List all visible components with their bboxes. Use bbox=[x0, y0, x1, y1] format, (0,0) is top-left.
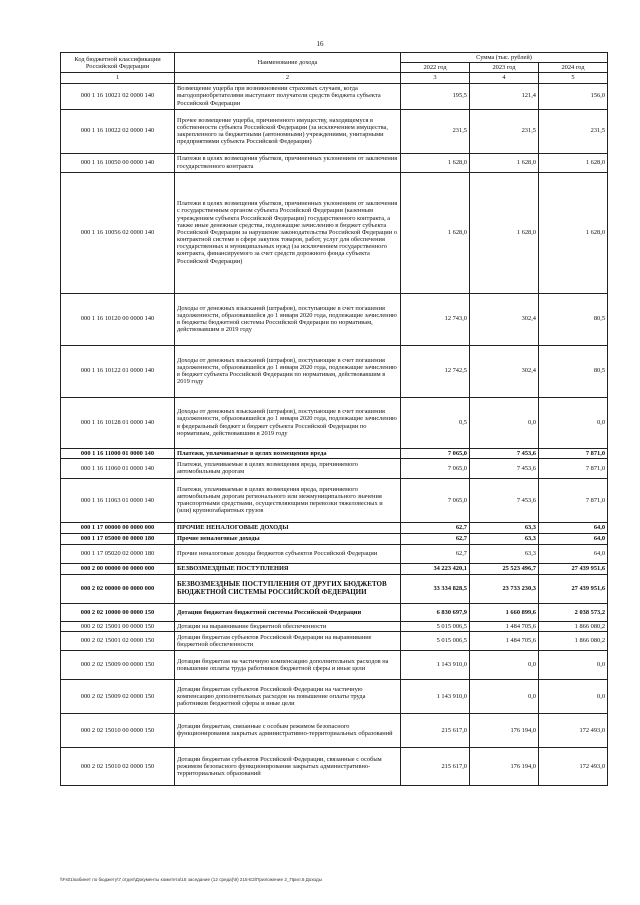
row-code: 000 1 17 05000 00 0000 180 bbox=[61, 533, 175, 544]
row-value-2024: 64,0 bbox=[539, 522, 608, 533]
row-name: Платежи в целях возмещения убытков, причиненных уклонением от заключения государственного контракта bbox=[175, 153, 401, 172]
row-name: Прочие неналоговые доходы бюджетов субъектов Российской Федерации bbox=[175, 544, 401, 563]
table-row bbox=[61, 747, 608, 785]
row-code: 000 2 02 15009 00 0000 150 bbox=[61, 650, 175, 679]
row-value-2022: 6 830 697,9 bbox=[401, 603, 470, 621]
file-path-footer: \\Fs01\кабинет по бюджету\7 отдел\Документы комитета\15 заседание (12 среда)\9) 215-ЕЗ\Приложение 2_Прил.5 Доходы bbox=[60, 877, 322, 882]
row-code: 000 2 02 15009 02 0000 150 bbox=[61, 679, 175, 713]
row-code: 000 1 17 00000 00 0000 000 bbox=[61, 522, 175, 533]
row-value-2024: 1 866 080,2 bbox=[539, 631, 608, 650]
table-row bbox=[61, 650, 608, 679]
row-name: Дотации бюджетам субъектов Российской Федерации, связанные с особым режимом безопасного функционирования закрытых административно-территориальных образований bbox=[175, 747, 401, 785]
row-code: 000 2 02 15010 00 0000 150 bbox=[61, 713, 175, 747]
row-value-2023: 1 628,0 bbox=[470, 172, 539, 293]
row-value-2024: 172 493,0 bbox=[539, 747, 608, 785]
row-code: 000 1 16 11063 01 0000 140 bbox=[61, 478, 175, 522]
row-value-2022: 231,5 bbox=[401, 109, 470, 153]
row-code: 000 1 16 10022 02 0000 140 bbox=[61, 109, 175, 153]
row-value-2022: 215 617,0 bbox=[401, 713, 470, 747]
row-code: 000 1 16 10021 02 0000 140 bbox=[61, 83, 175, 109]
row-value-2023: 231,5 bbox=[470, 109, 539, 153]
row-value-2022: 195,5 bbox=[401, 83, 470, 109]
row-value-2023: 1 484 705,6 bbox=[470, 631, 539, 650]
table-row bbox=[61, 574, 608, 603]
table-row bbox=[61, 679, 608, 713]
row-value-2024: 64,0 bbox=[539, 544, 608, 563]
table-row bbox=[61, 172, 608, 293]
row-value-2023: 1 628,0 bbox=[470, 153, 539, 172]
row-code: 000 1 16 10122 01 0000 140 bbox=[61, 345, 175, 397]
row-code: 000 2 00 00000 00 0000 000 bbox=[61, 563, 175, 574]
row-code: 000 2 02 10000 00 0000 150 bbox=[61, 603, 175, 621]
table-row bbox=[61, 522, 608, 533]
row-value-2024: 0,0 bbox=[539, 650, 608, 679]
row-value-2022: 62,7 bbox=[401, 544, 470, 563]
row-value-2023: 121,4 bbox=[470, 83, 539, 109]
row-code: 000 1 17 05020 02 0000 180 bbox=[61, 544, 175, 563]
table-row bbox=[61, 563, 608, 574]
row-name: Дотации бюджетам на частичную компенсацию дополнительных расходов на повышение оплаты труда работников бюджетной сферы и иные цели bbox=[175, 650, 401, 679]
row-name: Платежи, уплачиваемые в целях возмещения вреда, причиняемого автомобильным дорогам bbox=[175, 458, 401, 478]
row-value-2022: 1 628,0 bbox=[401, 172, 470, 293]
row-name: Дотации на выравнивание бюджетной обеспеченности bbox=[175, 621, 401, 631]
table-row bbox=[61, 544, 608, 563]
row-value-2024: 2 038 573,2 bbox=[539, 603, 608, 621]
header-year-2023: 2023 год bbox=[470, 63, 539, 73]
row-value-2023: 302,4 bbox=[470, 293, 539, 345]
row-value-2023: 1 484 705,6 bbox=[470, 621, 539, 631]
table-row bbox=[61, 397, 608, 448]
row-name: ПРОЧИЕ НЕНАЛОГОВЫЕ ДОХОДЫ bbox=[175, 522, 401, 533]
row-value-2024: 27 439 951,6 bbox=[539, 574, 608, 603]
header-year-2024: 2024 год bbox=[539, 63, 608, 73]
row-name: Прочее возмещение ущерба, причиненного имуществу, находящемуся в собственности субъекта Российской Федерации (за исключением имущества, закрепленного за бюджетными (автономными) учреждениями, унитарными предприятиями субъекта Российской Федерации) bbox=[175, 109, 401, 153]
row-value-2022: 34 223 420,1 bbox=[401, 563, 470, 574]
table-body bbox=[61, 83, 608, 785]
row-value-2023: 63,3 bbox=[470, 544, 539, 563]
table-row bbox=[61, 478, 608, 522]
row-value-2023: 0,0 bbox=[470, 397, 539, 448]
header-sum: Сумма (тыс. рублей) bbox=[401, 53, 608, 63]
row-value-2022: 12 742,5 bbox=[401, 345, 470, 397]
row-name: Платежи, уплачиваемые в целях возмещения вреда bbox=[175, 448, 401, 458]
table-row bbox=[61, 293, 608, 345]
row-value-2024: 7 871,0 bbox=[539, 478, 608, 522]
row-name: Дотации бюджетам субъектов Российской Федерации на частичную компенсацию дополнительных расходов на повышение оплаты труда работников бюджетной сферы и иные цели bbox=[175, 679, 401, 713]
row-value-2023: 7 453,6 bbox=[470, 448, 539, 458]
row-name: Доходы от денежных взысканий (штрафов), поступающие в счет погашения задолженности, образовавшейся до 1 января 2020 года, подлежащие зачислению в бюджеты бюджетной системы Российской Федерации по нормативам, действовавшим в 2019 году bbox=[175, 293, 401, 345]
col-number: 5 bbox=[539, 73, 608, 83]
row-value-2024: 1 866 080,2 bbox=[539, 621, 608, 631]
row-value-2023: 176 194,0 bbox=[470, 713, 539, 747]
row-value-2024: 0,0 bbox=[539, 397, 608, 448]
row-value-2023: 176 194,0 bbox=[470, 747, 539, 785]
row-value-2022: 0,5 bbox=[401, 397, 470, 448]
header-code: Код бюджетной классификации Российской Федерации bbox=[61, 53, 175, 73]
row-value-2022: 215 617,0 bbox=[401, 747, 470, 785]
row-code: 000 1 16 10120 00 0000 140 bbox=[61, 293, 175, 345]
row-value-2022: 1 143 910,0 bbox=[401, 650, 470, 679]
col-number: 3 bbox=[401, 73, 470, 83]
row-name: Дотации бюджетам субъектов Российской Федерации на выравнивание бюджетной обеспеченности bbox=[175, 631, 401, 650]
row-code: 000 2 02 15010 02 0000 150 bbox=[61, 747, 175, 785]
table-row bbox=[61, 533, 608, 544]
row-value-2024: 80,5 bbox=[539, 293, 608, 345]
table-row bbox=[61, 603, 608, 621]
table-row bbox=[61, 83, 608, 109]
table-row bbox=[61, 458, 608, 478]
row-value-2023: 302,4 bbox=[470, 345, 539, 397]
col-number: 2 bbox=[175, 73, 401, 83]
row-name: Прочие неналоговые доходы bbox=[175, 533, 401, 544]
table-row bbox=[61, 345, 608, 397]
row-value-2024: 7 871,0 bbox=[539, 458, 608, 478]
row-value-2024: 27 439 951,6 bbox=[539, 563, 608, 574]
row-value-2024: 1 628,0 bbox=[539, 153, 608, 172]
row-value-2024: 7 871,0 bbox=[539, 448, 608, 458]
header-year-2022: 2022 год bbox=[401, 63, 470, 73]
row-value-2023: 7 453,6 bbox=[470, 478, 539, 522]
row-name: Платежи в целях возмещения убытков, причиненных уклонением от заключения с государственным органом субъекта Российской Федерации (казенным учреждением субъекта Российской Федерации) государственного контракта, а также иные денежные средства, подлежащие зачислению в бюджет субъекта Российской Федерации за нарушение законодательства Российской Федерации о контрактной системе в сфере закупок товаров, работ, услуг для обеспечения государственных и муниципальных нужд (за исключением государственного контракта, финансируемого за счет средств дорожного фонда субъекта Российской Федерации) bbox=[175, 172, 401, 293]
row-value-2022: 7 065,0 bbox=[401, 478, 470, 522]
row-code: 000 1 16 11060 01 0000 140 bbox=[61, 458, 175, 478]
row-value-2022: 12 743,0 bbox=[401, 293, 470, 345]
row-value-2022: 1 628,0 bbox=[401, 153, 470, 172]
row-name: Доходы от денежных взысканий (штрафов), поступающие в счет погашения задолженности, образовавшейся до 1 января 2020 года, подлежащие зачислению в федеральный бюджет и бюджет субъекта Российской Федерации по нормативам, действовавшим в 2019 году bbox=[175, 397, 401, 448]
table-row bbox=[61, 109, 608, 153]
row-code: 000 1 16 11000 01 0000 140 bbox=[61, 448, 175, 458]
row-name: Доходы от денежных взысканий (штрафов), поступающие в счет погашения задолженности, образовавшейся до 1 января 2020 года, подлежащие зачислению в бюджет субъекта Российской Федерации по нормативам, действовавшим в 2019 году bbox=[175, 345, 401, 397]
row-value-2024: 64,0 bbox=[539, 533, 608, 544]
row-value-2023: 63,3 bbox=[470, 522, 539, 533]
row-value-2024: 80,5 bbox=[539, 345, 608, 397]
row-name: Платежи, уплачиваемые в целях возмещения вреда, причиняемого автомобильным дорогам регионального или межмуниципального значения транспортными средствами, осуществляющими перевозки тяжеловесных и (или) крупногабаритных грузов bbox=[175, 478, 401, 522]
row-value-2023: 7 453,6 bbox=[470, 458, 539, 478]
table-row bbox=[61, 448, 608, 458]
table-row bbox=[61, 153, 608, 172]
row-value-2024: 156,0 bbox=[539, 83, 608, 109]
row-code: 000 2 02 00000 00 0000 000 bbox=[61, 574, 175, 603]
row-value-2024: 1 628,0 bbox=[539, 172, 608, 293]
row-value-2024: 0,0 bbox=[539, 679, 608, 713]
row-code: 000 1 16 10128 01 0000 140 bbox=[61, 397, 175, 448]
row-name: БЕЗВОЗМЕЗДНЫЕ ПОСТУПЛЕНИЯ bbox=[175, 563, 401, 574]
header-name: Наименование дохода bbox=[175, 53, 401, 73]
row-value-2022: 1 143 910,0 bbox=[401, 679, 470, 713]
row-value-2022: 62,7 bbox=[401, 533, 470, 544]
row-name: БЕЗВОЗМЕЗДНЫЕ ПОСТУПЛЕНИЯ ОТ ДРУГИХ БЮДЖЕТОВ БЮДЖЕТНОЙ СИСТЕМЫ РОССИЙСКОЙ ФЕДЕРАЦИИ bbox=[175, 574, 401, 603]
row-value-2022: 33 334 828,5 bbox=[401, 574, 470, 603]
row-name: Дотации бюджетам бюджетной системы Российской Федерации bbox=[175, 603, 401, 621]
row-code: 000 2 02 15001 00 0000 150 bbox=[61, 621, 175, 631]
table-row bbox=[61, 631, 608, 650]
row-value-2022: 5 015 006,5 bbox=[401, 621, 470, 631]
row-value-2023: 25 523 496,7 bbox=[470, 563, 539, 574]
row-value-2022: 7 065,0 bbox=[401, 458, 470, 478]
row-code: 000 1 16 10056 02 0000 140 bbox=[61, 172, 175, 293]
row-value-2022: 62,7 bbox=[401, 522, 470, 533]
row-value-2023: 23 733 230,3 bbox=[470, 574, 539, 603]
row-value-2024: 172 493,0 bbox=[539, 713, 608, 747]
col-number: 4 bbox=[470, 73, 539, 83]
row-value-2024: 231,5 bbox=[539, 109, 608, 153]
row-code: 000 2 02 15001 02 0000 150 bbox=[61, 631, 175, 650]
revenue-table bbox=[60, 52, 608, 786]
row-name: Дотации бюджетам, связанные с особым режимом безопасного функционирования закрытых административно-территориальных образований bbox=[175, 713, 401, 747]
table-row bbox=[61, 713, 608, 747]
row-name: Возмещение ущерба при возникновении страховых случаев, когда выгодоприобретателями выступают получатели средств бюджета субъекта Российской Федерации bbox=[175, 83, 401, 109]
row-value-2023: 63,3 bbox=[470, 533, 539, 544]
page-number: 16 bbox=[316, 40, 324, 48]
row-code: 000 1 16 10050 00 0000 140 bbox=[61, 153, 175, 172]
row-value-2022: 5 015 006,5 bbox=[401, 631, 470, 650]
row-value-2023: 1 660 899,6 bbox=[470, 603, 539, 621]
table-row bbox=[61, 621, 608, 631]
row-value-2023: 0,0 bbox=[470, 679, 539, 713]
row-value-2023: 0,0 bbox=[470, 650, 539, 679]
col-number: 1 bbox=[61, 73, 175, 83]
row-value-2022: 7 065,0 bbox=[401, 448, 470, 458]
